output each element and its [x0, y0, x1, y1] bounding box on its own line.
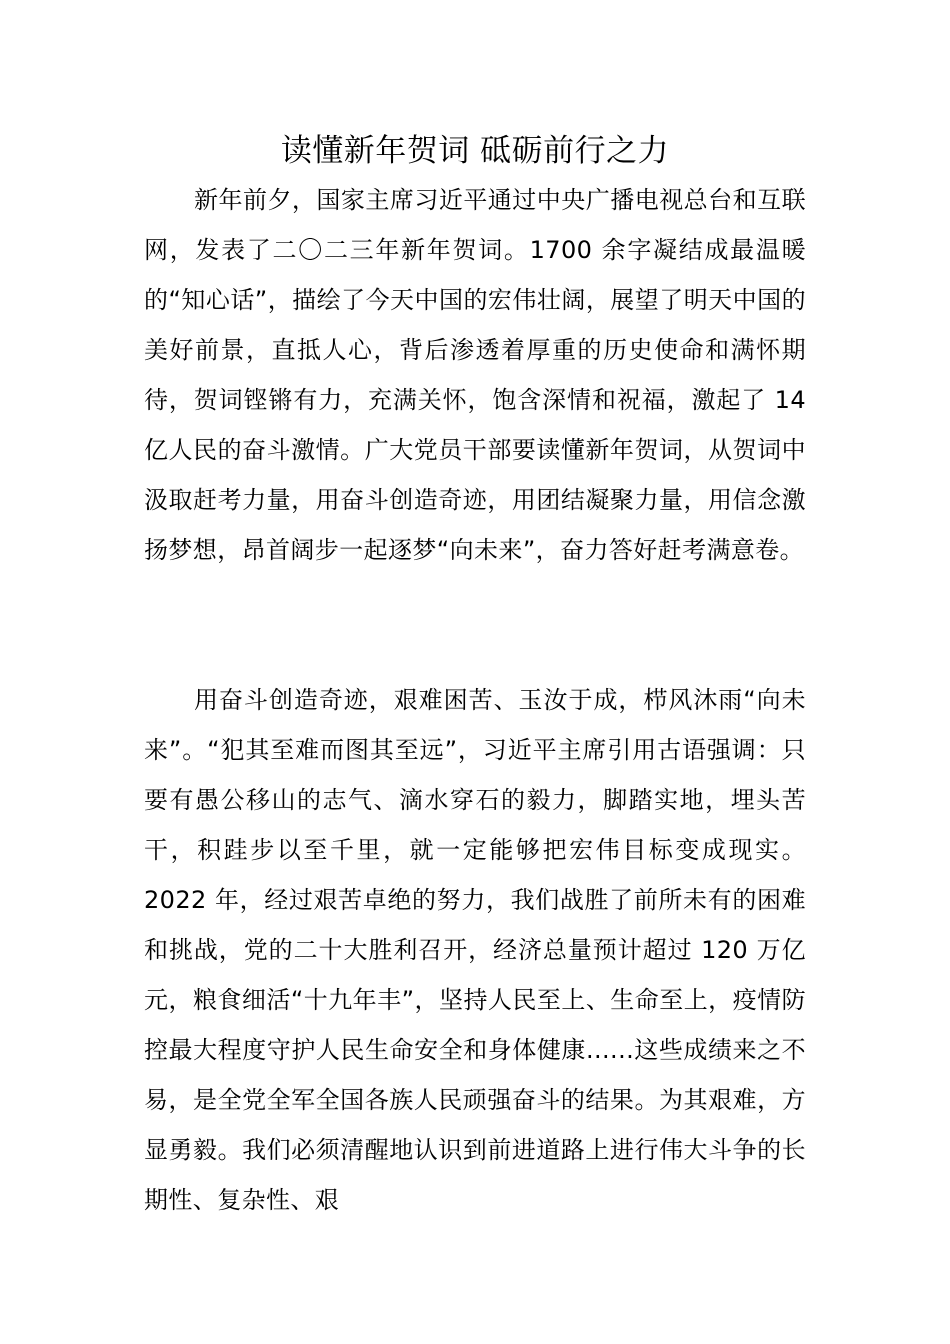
paragraph-struggle: 用奋斗创造奇迹，艰难困苦、玉汝于成，栉风沐雨“向未来”。“犯其至难而图其至远”，习近平主席引用古语强调：只要有愚公移山的志气、滴水穿石的毅力，脚踏实地，埋头苦干，积跬步以至千里，就一定能够把宏伟目标变成现实。2022 年，经过艰苦卓绝的努力，我们战胜了前所未有的困难和挑战，党的二十大胜利召开，经济总量预计超过 120 万亿元，粮食细活“十九年丰”，坚持人民至上、生命至上，疫情防控最大程度守护人民生命安全和身体健康......这些成绩来之不易，是全党全军全国各族人民顽强奋斗的结果。为其艰难，方显勇毅。我们必须清醒地认识到前进道路上进行伟大斗争的长期性、复杂性、艰: [144, 686, 806, 1214]
paragraph-intro: 新年前夕，国家主席习近平通过中央广播电视总台和互联网，发表了二〇二三年新年贺词。1700 余字凝结成最温暖的“知心话”，描绘了今天中国的宏伟壮阔，展望了明天中国的美好前景，直抵人心，背后渗透着厚重的历史使命和满怀期待，贺词铿锵有力，充满关怀，饱含深情和祝福，激起了 14 亿人民的奋斗激情。广大党员干部要读懂新年贺词，从贺词中汲取赶考力量，用奋斗创造奇迹，用团结凝聚力量，用信念激扬梦想，昂首阔步一起逐梦“向未来”，奋力答好赶考满意卷。: [144, 186, 806, 564]
document-title: 读懂新年贺词 砥砺前行之力: [280, 133, 670, 169]
